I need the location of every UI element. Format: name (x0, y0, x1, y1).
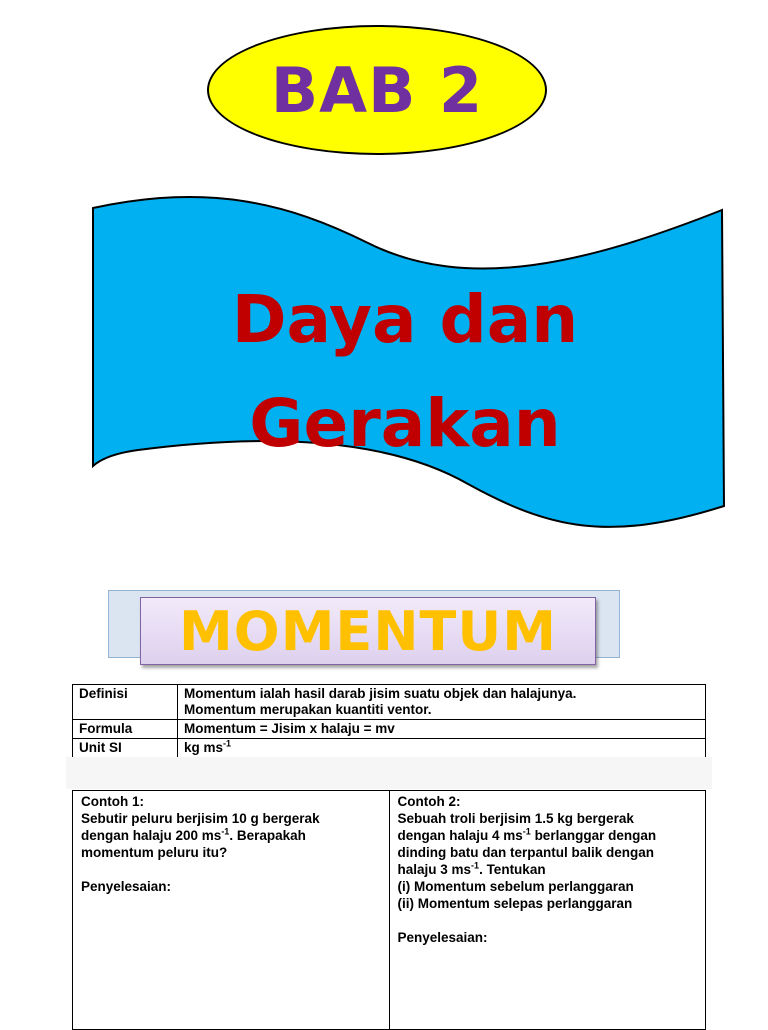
example-1-title: Contoh 1: (81, 794, 144, 809)
example-2-line: dengan halaju 4 $ms^{-1}$ berlanggar dengan (397, 826, 657, 843)
examples-table (72, 790, 706, 1030)
definition-table (72, 684, 706, 758)
example-2-line: halaju 3 $ms^{-1}$. Tentukan (397, 860, 546, 877)
definition-line: Momentum merupakan kuantiti ventor. (184, 702, 432, 717)
row-label: Definisi (73, 685, 178, 720)
example-1-cell (73, 791, 390, 1030)
chapter-oval (207, 25, 547, 155)
example-1-line: momentum peluru itu? (81, 845, 228, 860)
example-2-line: dinding batu dan terpantul balik dengan (397, 845, 654, 860)
unit-exponent: -1 (223, 738, 232, 749)
row-label: Unit SI (73, 739, 178, 758)
banner-title-line2: Gerakan (249, 385, 561, 462)
chapter-title: BAB 2 (270, 53, 484, 127)
section-title-box (140, 597, 596, 665)
example-2-solution-label: Penyelesaian: (397, 930, 488, 945)
banner-title (120, 268, 690, 476)
example-1-line: dengan halaju 200 $ms^{-1}$. Berapakah (81, 826, 306, 843)
table-row (73, 791, 706, 1030)
row-value: Momentum = Jisim x halaju = mv (178, 720, 706, 739)
table-row (73, 685, 706, 720)
example-2-cell (389, 791, 706, 1030)
section-title: MOMENTUM (179, 599, 557, 663)
row-label: Formula (73, 720, 178, 739)
example-1-line: Sebutir peluru berjisim 10 g bergerak (81, 811, 320, 826)
divider-strip (66, 757, 712, 789)
example-2-line: Sebuah troli berjisim 1.5 kg bergerak (397, 811, 634, 826)
banner-title-line1: Daya dan (231, 281, 579, 358)
example-1-solution-label: Penyelesaian: (81, 879, 172, 894)
definition-line: Momentum ialah hasil darab jisim suatu objek dan halajunya. (184, 686, 577, 701)
unit-text: kg ms (184, 740, 224, 755)
table-row (73, 739, 706, 758)
table-row (73, 720, 706, 739)
row-value (178, 739, 706, 758)
example-2-item: (i) Momentum sebelum perlanggaran (397, 879, 634, 894)
example-2-title: Contoh 2: (397, 794, 461, 809)
example-2-item: (ii) Momentum selepas perlanggaran (397, 896, 633, 911)
row-value (178, 685, 706, 720)
